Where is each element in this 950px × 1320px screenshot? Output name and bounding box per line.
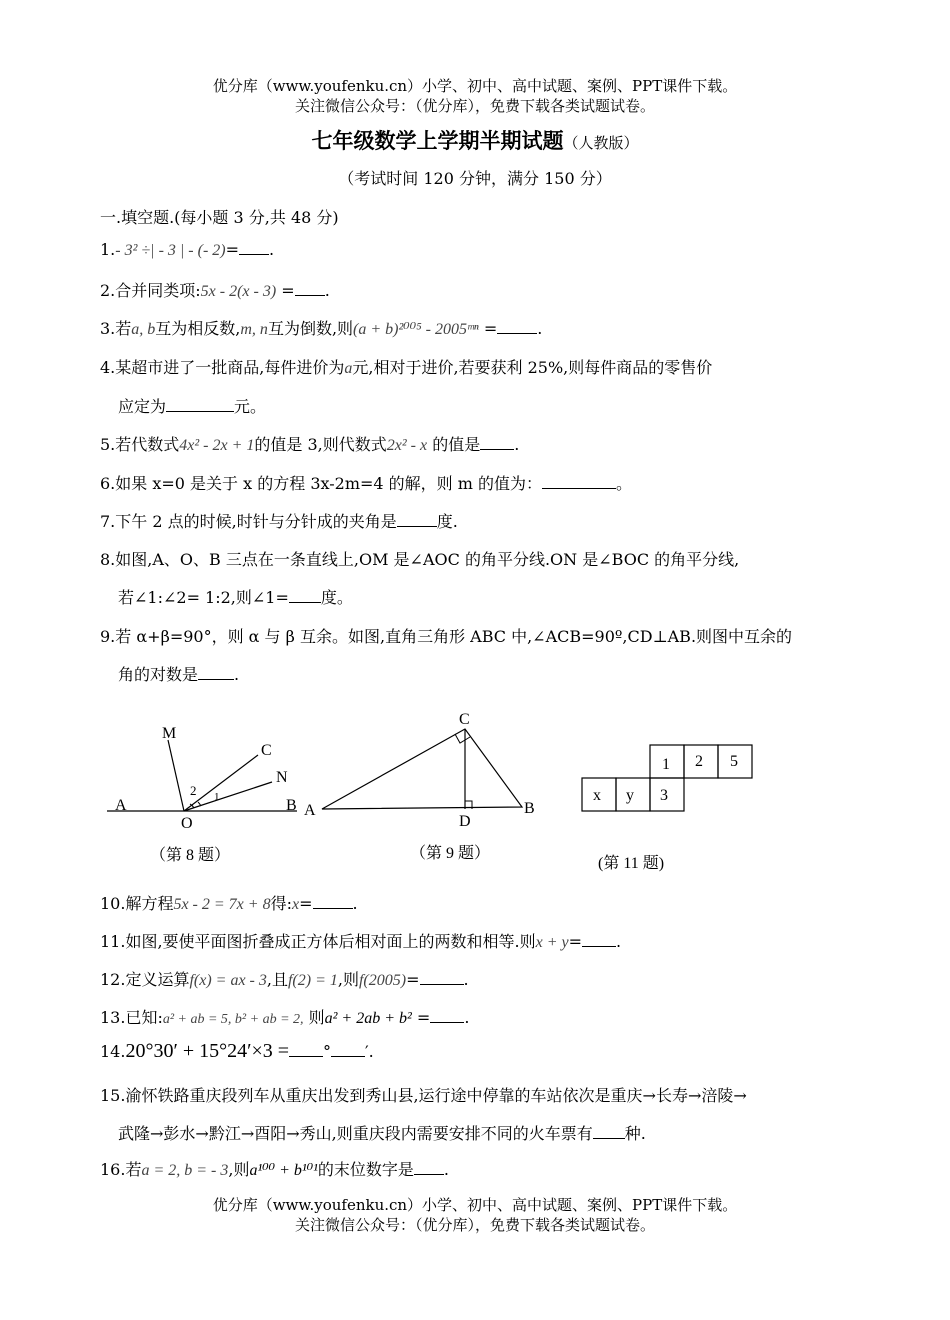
q10-text-a: 10.解方程	[100, 894, 174, 913]
q16-expression-2: a¹⁰⁰ + b¹⁰¹	[249, 1162, 318, 1179]
answer-blank[interactable]	[166, 397, 234, 412]
question-9: 9.若 α+β=90°，则 α 与 β 互余。如图,直角三角形 ABC 中,∠ACB=90º,CD⊥AB.则图中互余的	[100, 627, 793, 646]
answer-blank-minutes[interactable]	[331, 1042, 365, 1057]
q5-text-b: 的值是 3,则代数式	[254, 435, 387, 454]
label-A: A	[115, 797, 127, 814]
q1-equals: =	[225, 240, 240, 259]
q14-number: 14.	[100, 1042, 126, 1061]
question-6	[100, 471, 632, 494]
footer-line-2: 关注微信公众号：（优分库），免费下载各类试题试卷。	[294, 1216, 655, 1234]
label-N: N	[276, 769, 288, 786]
question-15-cont	[118, 1121, 646, 1144]
q13-expression-2: a² + 2ab + b²	[324, 1010, 412, 1027]
question-9-cont	[118, 662, 239, 685]
label-2: 2	[190, 783, 197, 798]
question-12	[100, 967, 469, 990]
answer-blank[interactable]	[420, 970, 464, 985]
q6-end: 。	[616, 474, 633, 493]
q5-expression-2: 2x² - x	[386, 437, 428, 454]
q4-text-b: 元,相对于进价,若要获利 25%,则每件商品的零售价	[352, 358, 713, 377]
q7-end: 度.	[436, 512, 458, 531]
ray-om	[168, 740, 184, 811]
cell-1: 1	[662, 756, 670, 773]
q10-equals: =	[299, 894, 313, 913]
q1-number: 1.	[100, 240, 116, 259]
exam-info: （考试时间 120 分钟，满分 150 分）	[338, 169, 612, 188]
q5-expression-1: 4x² - 2x + 1	[179, 437, 255, 454]
footer-line-1: 优分库（www.youfenku.cn）小学、初中、高中试题、案例、PPT课件下载。	[212, 1196, 738, 1214]
q15-text-b: 种.	[624, 1124, 646, 1143]
q8-text-a: 若∠1:∠2= 1:2,则∠1=	[118, 588, 289, 607]
cell-x: x	[593, 787, 601, 804]
q12-expression-3: f(2005)	[358, 972, 407, 989]
label-A: A	[304, 802, 316, 819]
triangle-abc	[322, 729, 522, 809]
q16-text-c: 的末位数字是	[317, 1160, 414, 1179]
q13-expression-1: a² + ab = 5, b² + ab = 2,	[162, 1012, 304, 1027]
question-2: 2.合并同类项:5x - 2(x - 3) = .	[100, 281, 330, 300]
q12-text-b: ,且	[266, 970, 288, 989]
q16-expression-1: a = 2, b = - 3	[141, 1162, 229, 1179]
question-7	[100, 509, 458, 532]
q13-end: .	[464, 1008, 470, 1027]
page-title	[0, 125, 950, 155]
q9-text-a: 角的对数是	[118, 665, 199, 684]
label-C: C	[459, 711, 470, 728]
label-C: C	[261, 742, 272, 759]
question-4-cont	[118, 394, 266, 417]
answer-blank[interactable]	[497, 319, 537, 334]
answer-blank[interactable]	[295, 281, 325, 296]
q3-text-b: 互为相反数,	[155, 319, 241, 338]
answer-blank[interactable]	[582, 932, 616, 947]
q13-text-a: 13.已知:	[100, 1008, 163, 1027]
q11-equals: =	[568, 932, 583, 951]
q12-text-a: 12.定义运算	[100, 970, 190, 989]
q3-ab: a, b	[131, 321, 156, 338]
answer-blank[interactable]	[313, 894, 353, 909]
question-4	[100, 355, 712, 378]
q16-text-b: ,则	[228, 1160, 250, 1179]
header-line-2: 关注微信公众号：（优分库），免费下载各类试题试卷。	[294, 97, 655, 115]
q13-text-b: 则	[303, 1008, 325, 1027]
label-1: 1	[214, 791, 220, 803]
q5-text-c: 的值是	[432, 435, 481, 454]
cell-y: y	[626, 787, 634, 804]
title-main: 七年级数学上学期半期试题	[311, 128, 564, 153]
q9-text-b: .	[234, 665, 240, 684]
figure-8	[107, 725, 297, 832]
title-edition: （人教版）	[563, 134, 639, 152]
header-line-1: 优分库（www.youfenku.cn）小学、初中、高中试题、案例、PPT课件下载。	[212, 77, 738, 95]
q14-degree-mark: °	[323, 1042, 332, 1061]
q1-expression: - 3² ÷| - 3 | - (- 2)	[115, 242, 226, 259]
q4-text-c: 应定为	[118, 397, 167, 416]
q16-text-a: 16.若	[100, 1160, 142, 1179]
question-13	[100, 1005, 469, 1028]
q16-end: .	[443, 1160, 450, 1179]
question-15: 15.渝怀铁路重庆段列车从重庆出发到秀山县,运行途中停靠的车站依次是重庆→长寿→涪陵→	[100, 1086, 747, 1105]
q3-expression: (a + b)²⁰⁰⁵ - 2005ᵐⁿ	[353, 321, 479, 338]
q3-mn: m, n	[240, 321, 268, 338]
label-M: M	[162, 725, 177, 742]
figures	[0, 700, 950, 880]
q2-text: 2.合并同类项:	[100, 281, 201, 300]
q12-text-c: ,则	[337, 970, 359, 989]
cell-3: 3	[660, 787, 668, 804]
answer-blank[interactable]	[397, 512, 437, 527]
answer-blank[interactable]	[414, 1160, 444, 1175]
q7-text: 7.下午 2 点的时候,时针与分针成的夹角是	[100, 512, 397, 531]
ray-on	[184, 782, 272, 811]
label-B: B	[286, 797, 297, 814]
answer-blank[interactable]	[198, 665, 234, 680]
q11-end: .	[616, 932, 622, 951]
q6-text: 6.如果 x=0 是关于 x 的方程 3x-2m=4 的解，则 m 的值为：	[100, 474, 543, 493]
caption-fig9: （第 9 题）	[410, 845, 491, 862]
caption-fig8: （第 8 题）	[150, 847, 231, 864]
q3-text-c: 互为倒数,则	[267, 319, 354, 338]
section-heading: 一.填空题.(每小题 3 分,共 48 分)	[100, 208, 339, 227]
question-14	[100, 1040, 374, 1063]
q5-text-a: 5.若代数式	[100, 435, 180, 454]
answer-blank[interactable]	[593, 1124, 625, 1139]
question-10	[100, 891, 358, 914]
question-16	[100, 1157, 449, 1180]
cell-2: 2	[695, 753, 703, 770]
answer-blank[interactable]	[289, 588, 321, 603]
q14-minute-mark: ′.	[365, 1042, 374, 1061]
question-3: 3.若a, b互为相反数,m, n互为倒数,则(a + b)²⁰⁰⁵ - 2005ᵐⁿ = .	[100, 319, 543, 338]
answer-blank[interactable]	[480, 435, 514, 450]
question-8-cont	[118, 585, 353, 608]
label-D: D	[459, 813, 471, 830]
q11-expression: x + y	[535, 934, 569, 951]
label-B: B	[524, 800, 535, 817]
q12-expression-1: f(x) = ax - 3	[189, 972, 267, 989]
question-8: 8.如图,A、O、B 三点在一条直线上,OM 是∠AOC 的角平分线.ON 是∠BOC 的角平分线,	[100, 550, 740, 569]
right-angle-c	[455, 734, 470, 743]
q10-expression: 5x - 2 = 7x + 8	[173, 896, 271, 913]
q4-text-d: 元。	[234, 397, 267, 416]
q10-text-b: 得:	[270, 894, 292, 913]
q10-variable: x	[291, 896, 300, 913]
q12-equals: =	[406, 970, 420, 989]
answer-blank[interactable]	[239, 240, 269, 255]
q13-equals: =	[416, 1008, 431, 1027]
q14-expression: 20°30′ + 15°24′×3 =	[125, 1040, 290, 1062]
answer-blank[interactable]	[430, 1008, 464, 1023]
q2-equals: =	[281, 281, 295, 300]
q3-equals: =	[483, 319, 498, 338]
question-1: 1.- 3² ÷| - 3 | - (- 2)= .	[100, 240, 275, 259]
question-5	[100, 432, 519, 455]
figure-9	[304, 711, 535, 830]
q15-text-a: 武隆→彭水→黔江→酉阳→秀山,则重庆段内需要安排不同的火车票有	[118, 1124, 593, 1143]
question-11	[100, 929, 621, 952]
answer-blank-degrees[interactable]	[289, 1042, 323, 1057]
answer-blank[interactable]	[542, 474, 616, 489]
q12-expression-2: f(2) = 1	[287, 972, 338, 989]
q3-text-a: 3.若	[100, 319, 132, 338]
q2-expression: 5x - 2(x - 3)	[200, 283, 277, 300]
q10-end: .	[352, 894, 358, 913]
label-O: O	[181, 815, 193, 832]
q4-variable: a	[344, 360, 353, 377]
q4-text-a: 4.某超市进了一批商品,每件进价为	[100, 358, 345, 377]
cell-5: 5	[730, 753, 738, 770]
q12-end: .	[463, 970, 469, 989]
q11-text: 11.如图,要使平面图折叠成正方体后相对面上的两数和相等.则	[100, 932, 536, 951]
caption-fig11: (第 11 题)	[598, 855, 665, 872]
q5-end: .	[514, 435, 520, 454]
q8-text-b: 度。	[320, 588, 353, 607]
